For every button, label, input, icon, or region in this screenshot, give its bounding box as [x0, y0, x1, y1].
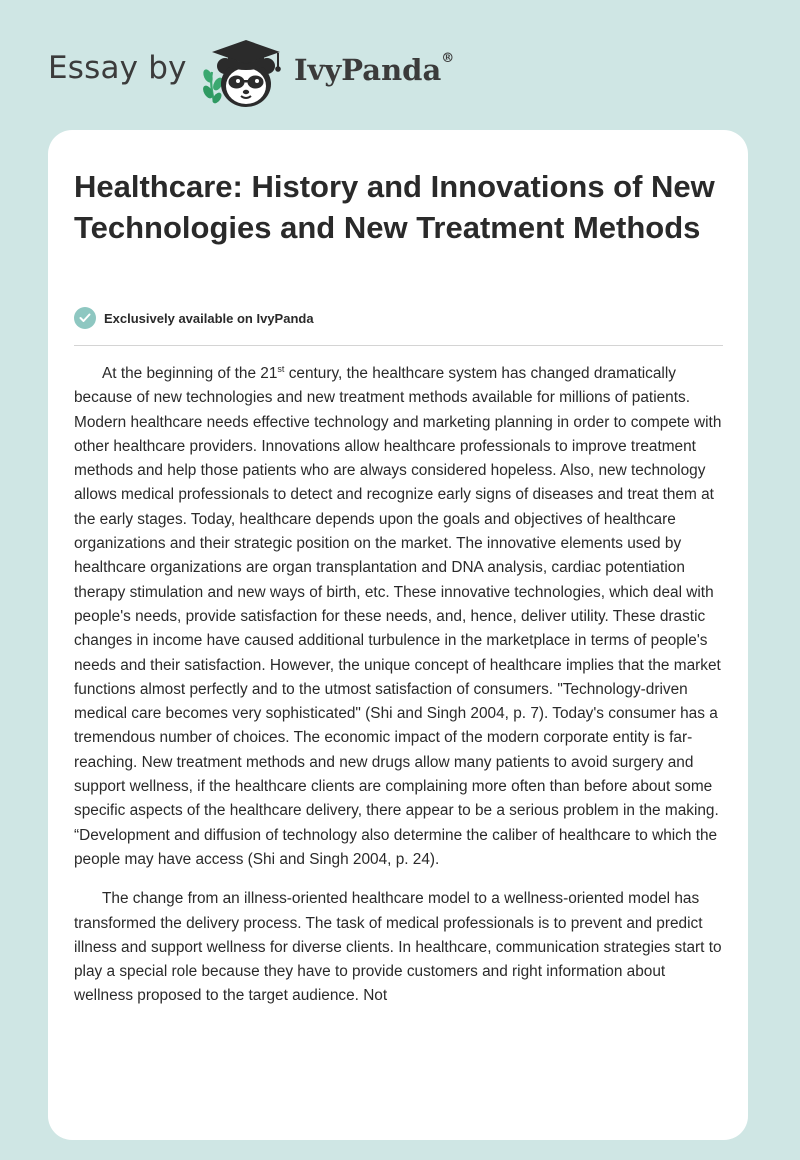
superscript: st [277, 363, 285, 374]
site-header [0, 0, 800, 130]
paragraph: The change from an illness-oriented healthcare model to a wellness-oriented model has transformed the delivery process. The task of medical professionals is to prevent and predict illness and support wellness for diverse clients. In healthcare, communication strategies start to play a special role because they have to provide customers and right information about wellness proposed to the target audience. Not [74, 890, 722, 1005]
brand-name[interactable] [294, 53, 454, 87]
exclusive-badge [74, 306, 314, 330]
check-icon [74, 307, 96, 329]
divider [74, 345, 723, 346]
exclusive-badge-text: Exclusively available on IvyPanda [104, 310, 314, 326]
panda-graduate-logo-icon[interactable] [198, 36, 294, 110]
brand-prefix: Essay by [48, 50, 187, 86]
registered-mark: ® [441, 51, 455, 66]
paragraph-text: At the beginning of the 21 [102, 365, 278, 382]
essay-title: Healthcare: History and Innovations of New Technologies and New Treatment Methods [74, 169, 715, 245]
paragraph [74, 362, 724, 872]
paragraph-text: century, the healthcare system has changed dramatically because of new technologies and new treatment methods available for millions of patients. Modern healthcare needs effective technology and marketing planning in order to compete with other healthcare providers. Innovations allow healthcare professionals to improve treatment methods and help those patients who are always considered hopeless. Also, new technology allows medical professionals to detect and recognize early signs of diseases and treat them at the early stages. Today, healthcare depends upon the goals and objectives of healthcare organizations and their strategic position on the market. The innovative elements used by healthcare organizations are organ transplantation and DNA analysis, cardiac potentiation therapy stimulation and new ways of birth, etc. These innovative technologies, which deal with people's needs, provide satisfaction for these needs, and, hence, deliver utility. These drastic changes in income have caused additional turbulence in the marketplace in terms of people's needs and their satisfaction. However, the unique concept of healthcare implies that the market functions almost perfectly and to the utmost satisfaction of consumers. "Technology-driven medical care becomes very sophisticated" (Shi and Singh 2004, p. 7). Today's consumer has a tremendous number of choices. The economic impact of the modern corporate entity is far-reaching. New treatment methods and new drugs allow many patients to avoid surgery and support wellness, if the healthcare clients are complaining more often than before about some specific aspects of the healthcare delivery, there appear to be a serious problem in the making. “Development and diffusion of technology also determine the caliber of healthcare to which the people may have access (Shi and Singh 2004, p. 24). [74, 365, 722, 868]
brand-name-text: IvyPanda [294, 53, 442, 87]
essay-card [48, 130, 748, 1140]
essay-body [74, 362, 724, 1024]
